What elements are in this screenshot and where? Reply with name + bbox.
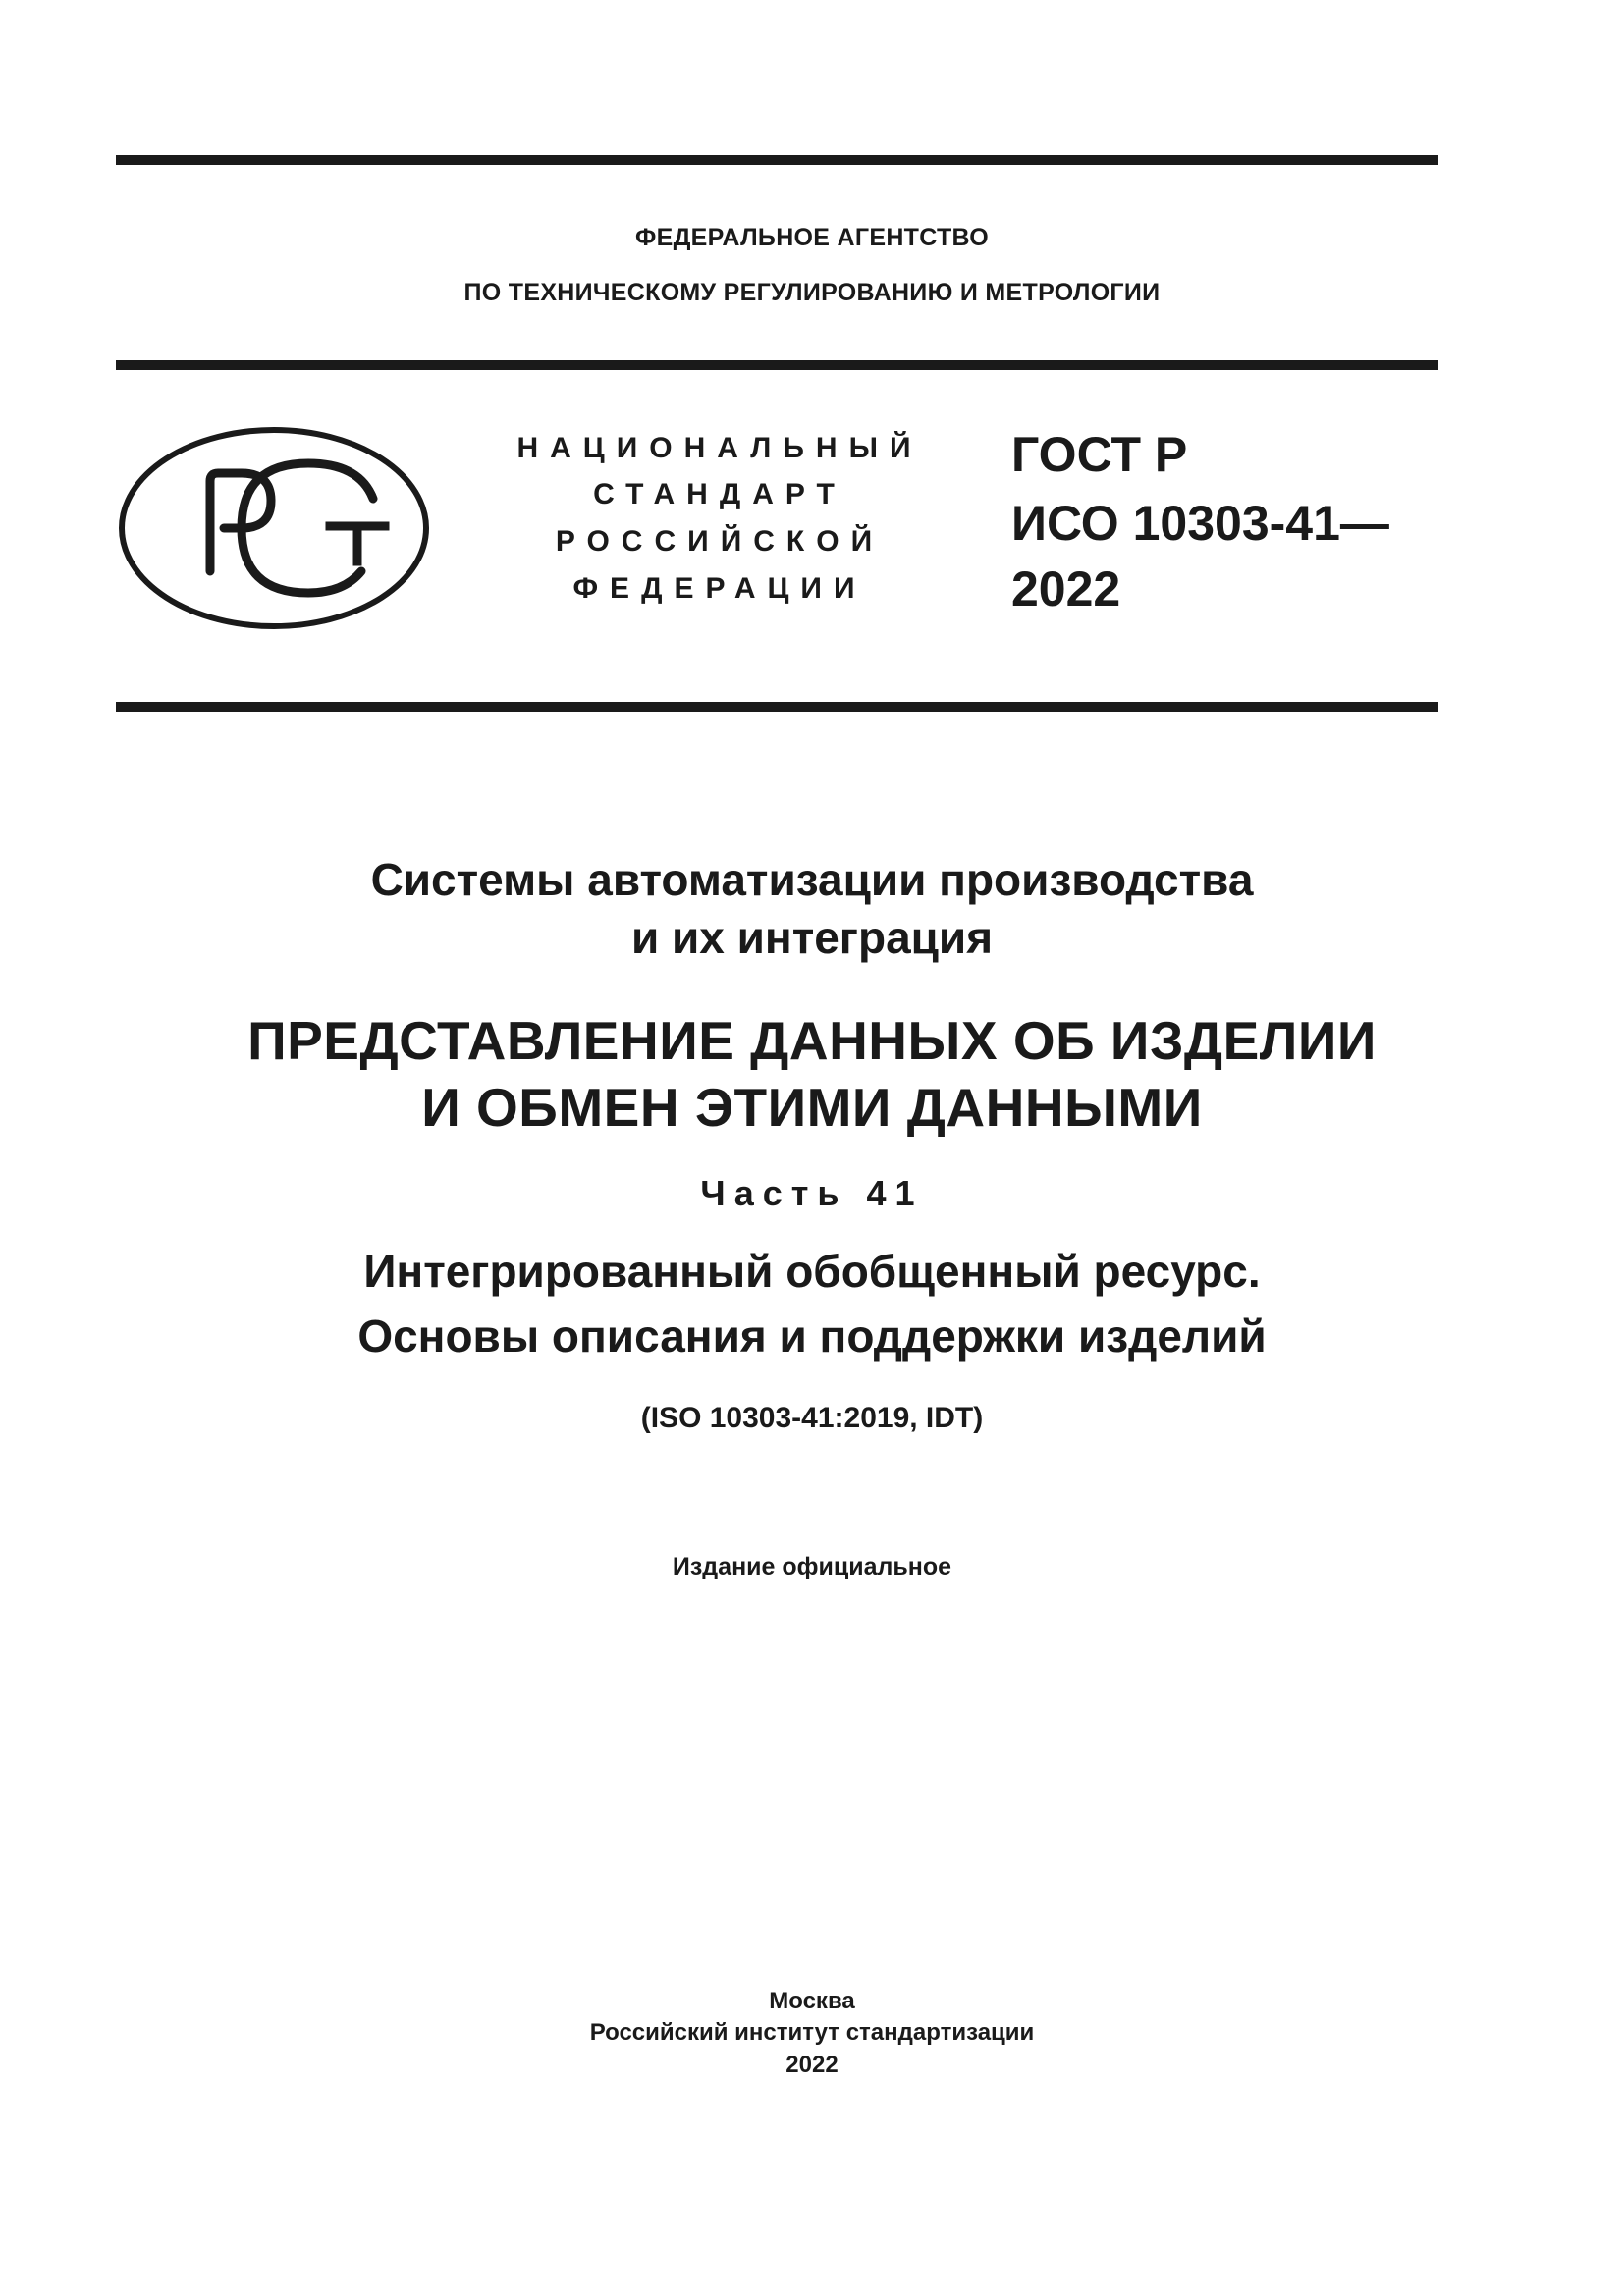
imprint-city: Москва: [769, 1988, 855, 2014]
subtitle-line-2: и их интеграция: [630, 912, 994, 963]
national-standard-line-3: РОССИЙСКОЙ: [555, 525, 885, 558]
national-standard-line-2: СТАНДАРТ: [593, 478, 846, 510]
main-title-line-1: ПРЕДСТАВЛЕНИЕ ДАННЫХ ОБ ИЗДЕЛИИ: [247, 1010, 1377, 1071]
national-standard-line-1: НАЦИОНАЛЬНЫЙ: [516, 432, 923, 464]
designation-divider-rule: [116, 702, 1438, 712]
imprint-publisher: Российский институт стандартизации: [589, 2019, 1035, 2046]
rst-certification-mark-icon: [116, 424, 432, 632]
part-label: Часть 41: [700, 1173, 924, 1213]
agency-line-2: ПО ТЕХНИЧЕСКОМУ РЕГУЛИРОВАНИЮ И МЕТРОЛОГИИ: [463, 279, 1161, 306]
top-rule: [116, 155, 1438, 165]
header-divider-rule: [116, 360, 1438, 370]
designation-line-1: ГОСТ Р: [1011, 427, 1188, 482]
designation-line-3: 2022: [1011, 561, 1121, 616]
part-title-line-2: Основы описания и поддержки изделий: [357, 1310, 1267, 1362]
main-title-line-2: И ОБМЕН ЭТИМИ ДАННЫМИ: [421, 1077, 1203, 1138]
designation-line-2: ИСО 10303-41—: [1011, 496, 1389, 551]
edition-note: Издание официальное: [672, 1553, 952, 1580]
national-standard-line-4: ФЕДЕРАЦИИ: [572, 572, 867, 605]
subtitle-line-1: Системы автоматизации производства: [370, 854, 1254, 905]
imprint-year: 2022: [785, 2052, 839, 2078]
agency-line-1: ФЕДЕРАЛЬНОЕ АГЕНТСТВО: [634, 224, 990, 251]
idt-reference: (ISO 10303-41:2019, IDT): [640, 1402, 984, 1434]
part-title-line-1: Интегрированный обобщенный ресурс.: [363, 1246, 1261, 1297]
